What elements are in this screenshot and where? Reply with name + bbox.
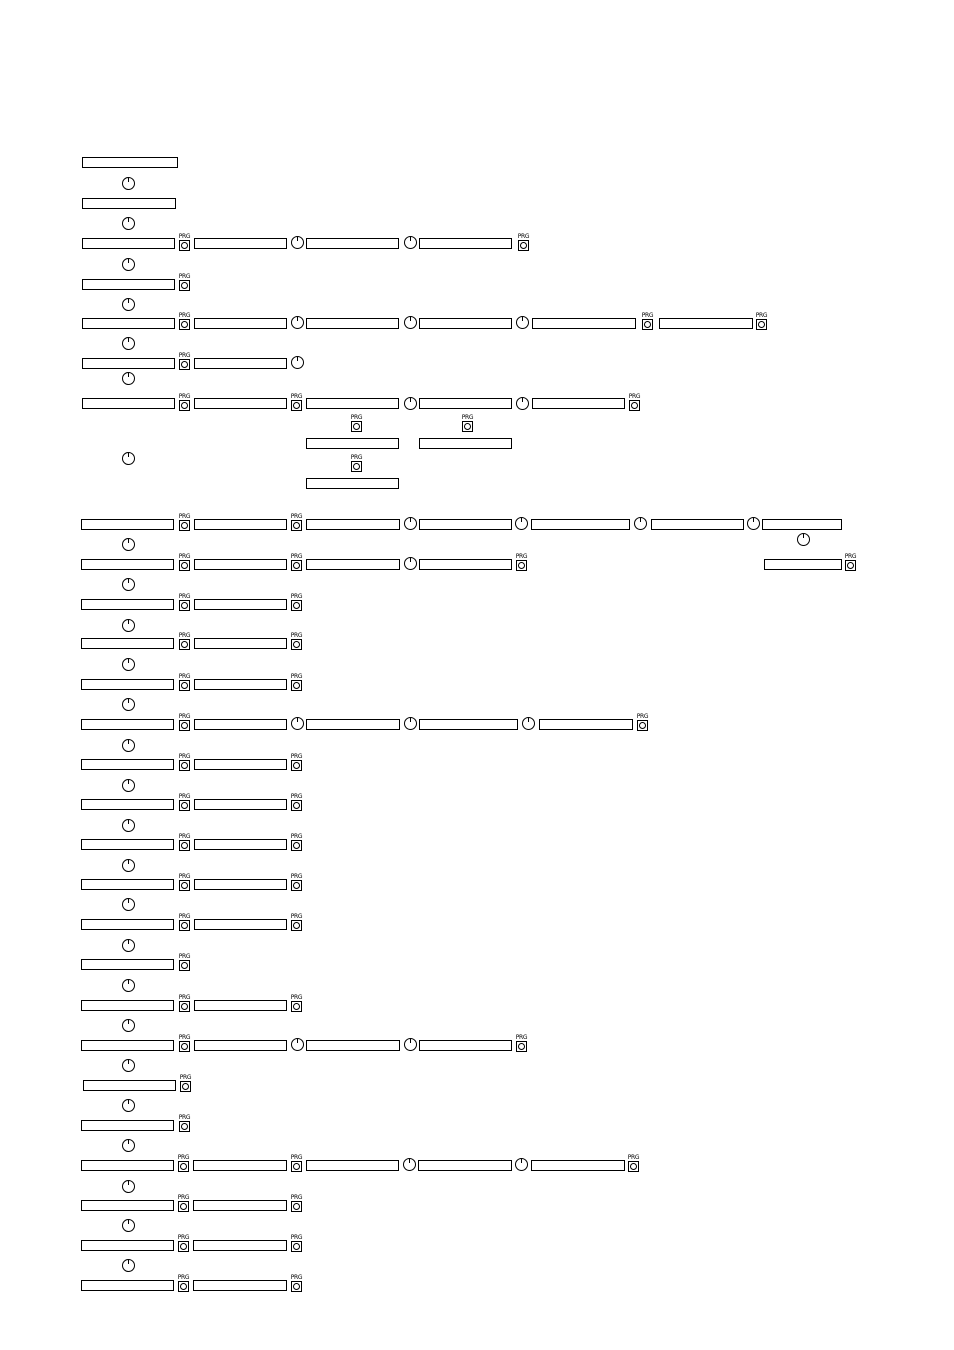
prg-button-icon	[290, 915, 303, 931]
prg-button	[351, 461, 362, 472]
prg-button-icon	[515, 1036, 528, 1052]
prg-label: PRG	[290, 833, 303, 840]
prg-button-icon	[178, 955, 191, 971]
rotary-knob-icon	[122, 1139, 135, 1152]
prg-label: PRG	[755, 312, 768, 319]
prg-button	[291, 560, 302, 571]
prg-button-icon	[290, 1236, 303, 1252]
rotary-knob-icon	[122, 372, 135, 385]
prg-button	[179, 800, 190, 811]
prg-label: PRG	[517, 233, 530, 240]
prg-button-icon	[350, 456, 363, 472]
rotary-knob-icon	[516, 397, 529, 410]
rotary-knob-icon	[747, 517, 760, 530]
menu-item-box	[762, 519, 842, 530]
prg-button	[516, 560, 527, 571]
prg-label: PRG	[290, 994, 303, 1001]
menu-item-box	[194, 1040, 287, 1051]
prg-button	[291, 920, 302, 931]
rotary-knob-icon	[291, 236, 304, 249]
prg-label: PRG	[177, 1274, 190, 1281]
rotary-knob-icon	[122, 1019, 135, 1032]
menu-item-box	[82, 198, 176, 209]
prg-button-icon	[517, 235, 530, 251]
prg-button	[628, 1161, 639, 1172]
prg-button-icon	[350, 416, 363, 432]
menu-item-box	[81, 919, 174, 930]
prg-button-icon	[290, 795, 303, 811]
rotary-knob-icon	[404, 517, 417, 530]
menu-item-box	[194, 599, 287, 610]
menu-item-box	[81, 879, 174, 890]
rotary-knob-icon	[122, 1099, 135, 1112]
prg-button	[291, 520, 302, 531]
menu-item-box	[82, 318, 175, 329]
prg-label: PRG	[515, 1034, 528, 1041]
rotary-knob-icon	[404, 717, 417, 730]
prg-button	[179, 920, 190, 931]
prg-label: PRG	[178, 994, 191, 1001]
menu-item-box	[81, 1280, 174, 1291]
rotary-knob-icon	[404, 1038, 417, 1051]
prg-button-icon	[290, 755, 303, 771]
rotary-knob-icon	[122, 979, 135, 992]
rotary-knob-icon	[122, 619, 135, 632]
prg-button-icon	[290, 395, 303, 411]
prg-button	[291, 1201, 302, 1212]
menu-item-box	[81, 1200, 174, 1211]
prg-button-icon	[178, 875, 191, 891]
prg-button-icon	[178, 795, 191, 811]
prg-label: PRG	[178, 553, 191, 560]
prg-label: PRG	[177, 1154, 190, 1161]
prg-button-icon	[177, 1196, 190, 1212]
prg-label: PRG	[178, 393, 191, 400]
prg-label: PRG	[290, 632, 303, 639]
menu-item-box	[194, 358, 287, 369]
prg-button	[756, 319, 767, 330]
prg-button-icon	[178, 395, 191, 411]
menu-item-box	[418, 1160, 512, 1171]
menu-item-box	[194, 759, 287, 770]
menu-item-box	[193, 1160, 287, 1171]
prg-label: PRG	[636, 713, 649, 720]
prg-label: PRG	[178, 593, 191, 600]
menu-item-box	[81, 559, 174, 570]
rotary-knob-icon	[122, 578, 135, 591]
rotary-knob-icon	[122, 1219, 135, 1232]
rotary-knob-icon	[291, 316, 304, 329]
prg-button-icon	[290, 555, 303, 571]
prg-button	[291, 1161, 302, 1172]
prg-button-icon	[290, 1156, 303, 1172]
prg-button	[642, 319, 653, 330]
rotary-knob-icon	[515, 517, 528, 530]
prg-button	[178, 1241, 189, 1252]
rotary-knob-icon	[122, 779, 135, 792]
menu-item-box	[659, 318, 753, 329]
prg-button	[179, 359, 190, 370]
prg-label: PRG	[628, 393, 641, 400]
menu-item-box	[194, 919, 287, 930]
menu-item-box	[532, 398, 625, 409]
prg-button-icon	[178, 555, 191, 571]
menu-item-box	[531, 519, 630, 530]
menu-item-box	[419, 559, 512, 570]
prg-button	[179, 1041, 190, 1052]
prg-button-icon	[844, 555, 857, 571]
prg-button-icon	[461, 416, 474, 432]
menu-item-box	[419, 318, 512, 329]
prg-label: PRG	[844, 553, 857, 560]
rotary-knob-icon	[403, 1158, 416, 1171]
prg-button-icon	[178, 996, 191, 1012]
menu-item-box	[81, 519, 174, 530]
rotary-knob-icon	[404, 397, 417, 410]
prg-button-icon	[628, 395, 641, 411]
menu-item-box	[81, 839, 174, 850]
rotary-knob-icon	[404, 316, 417, 329]
menu-item-box	[419, 398, 512, 409]
prg-label: PRG	[290, 513, 303, 520]
menu-item-box	[419, 519, 512, 530]
rotary-knob-icon	[522, 717, 535, 730]
prg-label: PRG	[178, 513, 191, 520]
menu-item-box	[419, 438, 512, 449]
prg-button-icon	[290, 515, 303, 531]
prg-button	[179, 1001, 190, 1012]
prg-label: PRG	[178, 1034, 191, 1041]
prg-button-icon	[178, 675, 191, 691]
prg-button-icon	[177, 1156, 190, 1172]
menu-item-box	[193, 1240, 287, 1251]
rotary-knob-icon	[291, 1038, 304, 1051]
prg-button	[291, 400, 302, 411]
rotary-knob-icon	[122, 658, 135, 671]
menu-item-box	[419, 1040, 512, 1051]
prg-button-icon	[178, 314, 191, 330]
menu-item-box	[81, 599, 174, 610]
prg-button-icon	[636, 715, 649, 731]
menu-item-box	[194, 559, 287, 570]
menu-item-box	[194, 839, 287, 850]
prg-label: PRG	[350, 454, 363, 461]
prg-label: PRG	[290, 1154, 303, 1161]
menu-item-box	[82, 279, 175, 290]
prg-button-icon	[179, 1076, 192, 1092]
prg-button	[351, 421, 362, 432]
menu-item-box	[194, 1000, 287, 1011]
menu-item-box	[306, 519, 400, 530]
menu-item-box	[532, 318, 636, 329]
menu-item-box	[82, 157, 178, 168]
menu-item-box	[193, 1200, 287, 1211]
menu-item-box	[81, 799, 174, 810]
menu-item-box	[419, 719, 518, 730]
prg-button-icon	[178, 354, 191, 370]
prg-button	[179, 280, 190, 291]
rotary-knob-icon	[122, 298, 135, 311]
prg-button	[291, 639, 302, 650]
prg-button	[291, 840, 302, 851]
prg-label: PRG	[178, 873, 191, 880]
prg-label: PRG	[178, 673, 191, 680]
menu-item-box	[81, 1120, 174, 1131]
menu-item-box	[82, 398, 175, 409]
prg-label: PRG	[178, 352, 191, 359]
prg-button-icon	[290, 835, 303, 851]
prg-button	[291, 600, 302, 611]
prg-button	[179, 960, 190, 971]
prg-button-icon	[290, 996, 303, 1012]
menu-item-box	[306, 1160, 399, 1171]
prg-label: PRG	[515, 553, 528, 560]
rotary-knob-icon	[122, 859, 135, 872]
prg-label: PRG	[641, 312, 654, 319]
rotary-knob-icon	[122, 538, 135, 551]
prg-button-icon	[178, 235, 191, 251]
menu-item-box	[306, 238, 399, 249]
prg-label: PRG	[178, 273, 191, 280]
prg-label: PRG	[178, 753, 191, 760]
prg-label: PRG	[290, 1234, 303, 1241]
prg-button-icon	[178, 595, 191, 611]
rotary-knob-icon	[291, 356, 304, 369]
prg-label: PRG	[177, 1234, 190, 1241]
rotary-knob-icon	[122, 1180, 135, 1193]
prg-label: PRG	[290, 673, 303, 680]
prg-label: PRG	[290, 793, 303, 800]
prg-label: PRG	[178, 793, 191, 800]
rotary-knob-icon	[122, 898, 135, 911]
menu-item-box	[651, 519, 744, 530]
menu-item-box	[81, 1000, 174, 1011]
prg-label: PRG	[290, 1274, 303, 1281]
menu-item-box	[306, 1040, 400, 1051]
rotary-knob-icon	[404, 557, 417, 570]
prg-button	[179, 760, 190, 771]
prg-button	[178, 1161, 189, 1172]
prg-button-icon	[178, 634, 191, 650]
prg-button	[179, 639, 190, 650]
menu-item-box	[81, 638, 174, 649]
menu-item-box	[194, 679, 287, 690]
menu-item-box	[194, 238, 287, 249]
menu-item-box	[81, 1240, 174, 1251]
prg-label: PRG	[178, 913, 191, 920]
menu-item-box	[306, 398, 399, 409]
prg-button-icon	[290, 1196, 303, 1212]
rotary-knob-icon	[122, 1059, 135, 1072]
rotary-knob-icon	[797, 533, 810, 546]
prg-button-icon	[290, 1276, 303, 1292]
prg-button-icon	[755, 314, 768, 330]
prg-button-icon	[290, 595, 303, 611]
prg-button	[291, 800, 302, 811]
prg-button-icon	[178, 715, 191, 731]
menu-item-box	[531, 1160, 625, 1171]
prg-button	[291, 1241, 302, 1252]
menu-item-box	[306, 318, 399, 329]
prg-button-icon	[290, 634, 303, 650]
prg-button	[179, 560, 190, 571]
prg-button-icon	[177, 1236, 190, 1252]
menu-item-box	[419, 238, 512, 249]
prg-button	[179, 319, 190, 330]
menu-item-box	[194, 799, 287, 810]
prg-button	[637, 720, 648, 731]
prg-button	[179, 400, 190, 411]
prg-button	[180, 1081, 191, 1092]
prg-button-icon	[178, 1116, 191, 1132]
rotary-knob-icon	[291, 717, 304, 730]
prg-button	[179, 880, 190, 891]
prg-button-icon	[290, 875, 303, 891]
prg-button	[179, 840, 190, 851]
rotary-knob-icon	[122, 939, 135, 952]
prg-label: PRG	[178, 1114, 191, 1121]
rotary-knob-icon	[122, 452, 135, 465]
prg-button-icon	[177, 1276, 190, 1292]
rotary-knob-icon	[122, 1259, 135, 1272]
prg-button	[518, 240, 529, 251]
rotary-knob-icon	[516, 316, 529, 329]
prg-label: PRG	[177, 1194, 190, 1201]
prg-button	[462, 421, 473, 432]
prg-label: PRG	[178, 312, 191, 319]
menu-item-box	[82, 358, 175, 369]
prg-button	[179, 240, 190, 251]
menu-item-box	[306, 719, 400, 730]
rotary-knob-icon	[122, 698, 135, 711]
prg-button-icon	[178, 1036, 191, 1052]
prg-button	[179, 680, 190, 691]
prg-label: PRG	[290, 913, 303, 920]
prg-button-icon	[178, 515, 191, 531]
prg-button	[179, 1121, 190, 1132]
prg-label: PRG	[290, 593, 303, 600]
prg-label: PRG	[290, 873, 303, 880]
prg-button	[516, 1041, 527, 1052]
menu-item-box	[81, 1160, 174, 1171]
prg-button-icon	[627, 1156, 640, 1172]
prg-label: PRG	[290, 753, 303, 760]
rotary-knob-icon	[122, 739, 135, 752]
menu-item-box	[194, 638, 287, 649]
prg-label: PRG	[290, 1194, 303, 1201]
prg-label: PRG	[178, 632, 191, 639]
menu-item-box	[194, 398, 287, 409]
prg-button-icon	[515, 555, 528, 571]
prg-label: PRG	[178, 713, 191, 720]
rotary-knob-icon	[122, 819, 135, 832]
prg-button-icon	[290, 675, 303, 691]
menu-item-box	[193, 1280, 287, 1291]
prg-button	[179, 520, 190, 531]
prg-button-icon	[178, 915, 191, 931]
prg-label: PRG	[350, 414, 363, 421]
rotary-knob-icon	[634, 517, 647, 530]
rotary-knob-icon	[122, 217, 135, 230]
menu-item-box	[539, 719, 633, 730]
prg-label: PRG	[178, 953, 191, 960]
prg-button	[291, 1001, 302, 1012]
menu-item-box	[81, 719, 174, 730]
menu-item-box	[82, 238, 175, 249]
rotary-knob-icon	[515, 1158, 528, 1171]
rotary-knob-icon	[122, 337, 135, 350]
prg-label: PRG	[178, 233, 191, 240]
prg-button	[291, 760, 302, 771]
rotary-knob-icon	[122, 177, 135, 190]
rotary-knob-icon	[122, 258, 135, 271]
prg-label: PRG	[627, 1154, 640, 1161]
prg-button	[179, 600, 190, 611]
menu-item-box	[194, 719, 287, 730]
prg-button	[178, 1281, 189, 1292]
prg-button	[178, 1201, 189, 1212]
menu-item-box	[194, 879, 287, 890]
prg-button	[179, 720, 190, 731]
prg-button	[291, 680, 302, 691]
prg-label: PRG	[290, 393, 303, 400]
menu-item-box	[81, 759, 174, 770]
prg-label: PRG	[290, 553, 303, 560]
menu-item-box	[306, 478, 399, 489]
menu-item-box	[81, 959, 174, 970]
prg-button-icon	[178, 275, 191, 291]
prg-button-icon	[178, 835, 191, 851]
rotary-knob-icon	[404, 236, 417, 249]
menu-item-box	[81, 1040, 174, 1051]
prg-button-icon	[641, 314, 654, 330]
menu-item-box	[306, 438, 399, 449]
prg-label: PRG	[179, 1074, 192, 1081]
prg-label: PRG	[178, 833, 191, 840]
prg-button	[845, 560, 856, 571]
prg-button-icon	[178, 755, 191, 771]
prg-button	[291, 1281, 302, 1292]
menu-item-box	[306, 559, 400, 570]
prg-button	[629, 400, 640, 411]
menu-item-box	[194, 318, 287, 329]
prg-button	[291, 880, 302, 891]
menu-item-box	[81, 679, 174, 690]
menu-item-box	[83, 1080, 176, 1091]
menu-item-box	[194, 519, 287, 530]
menu-item-box	[764, 559, 842, 570]
prg-label: PRG	[461, 414, 474, 421]
